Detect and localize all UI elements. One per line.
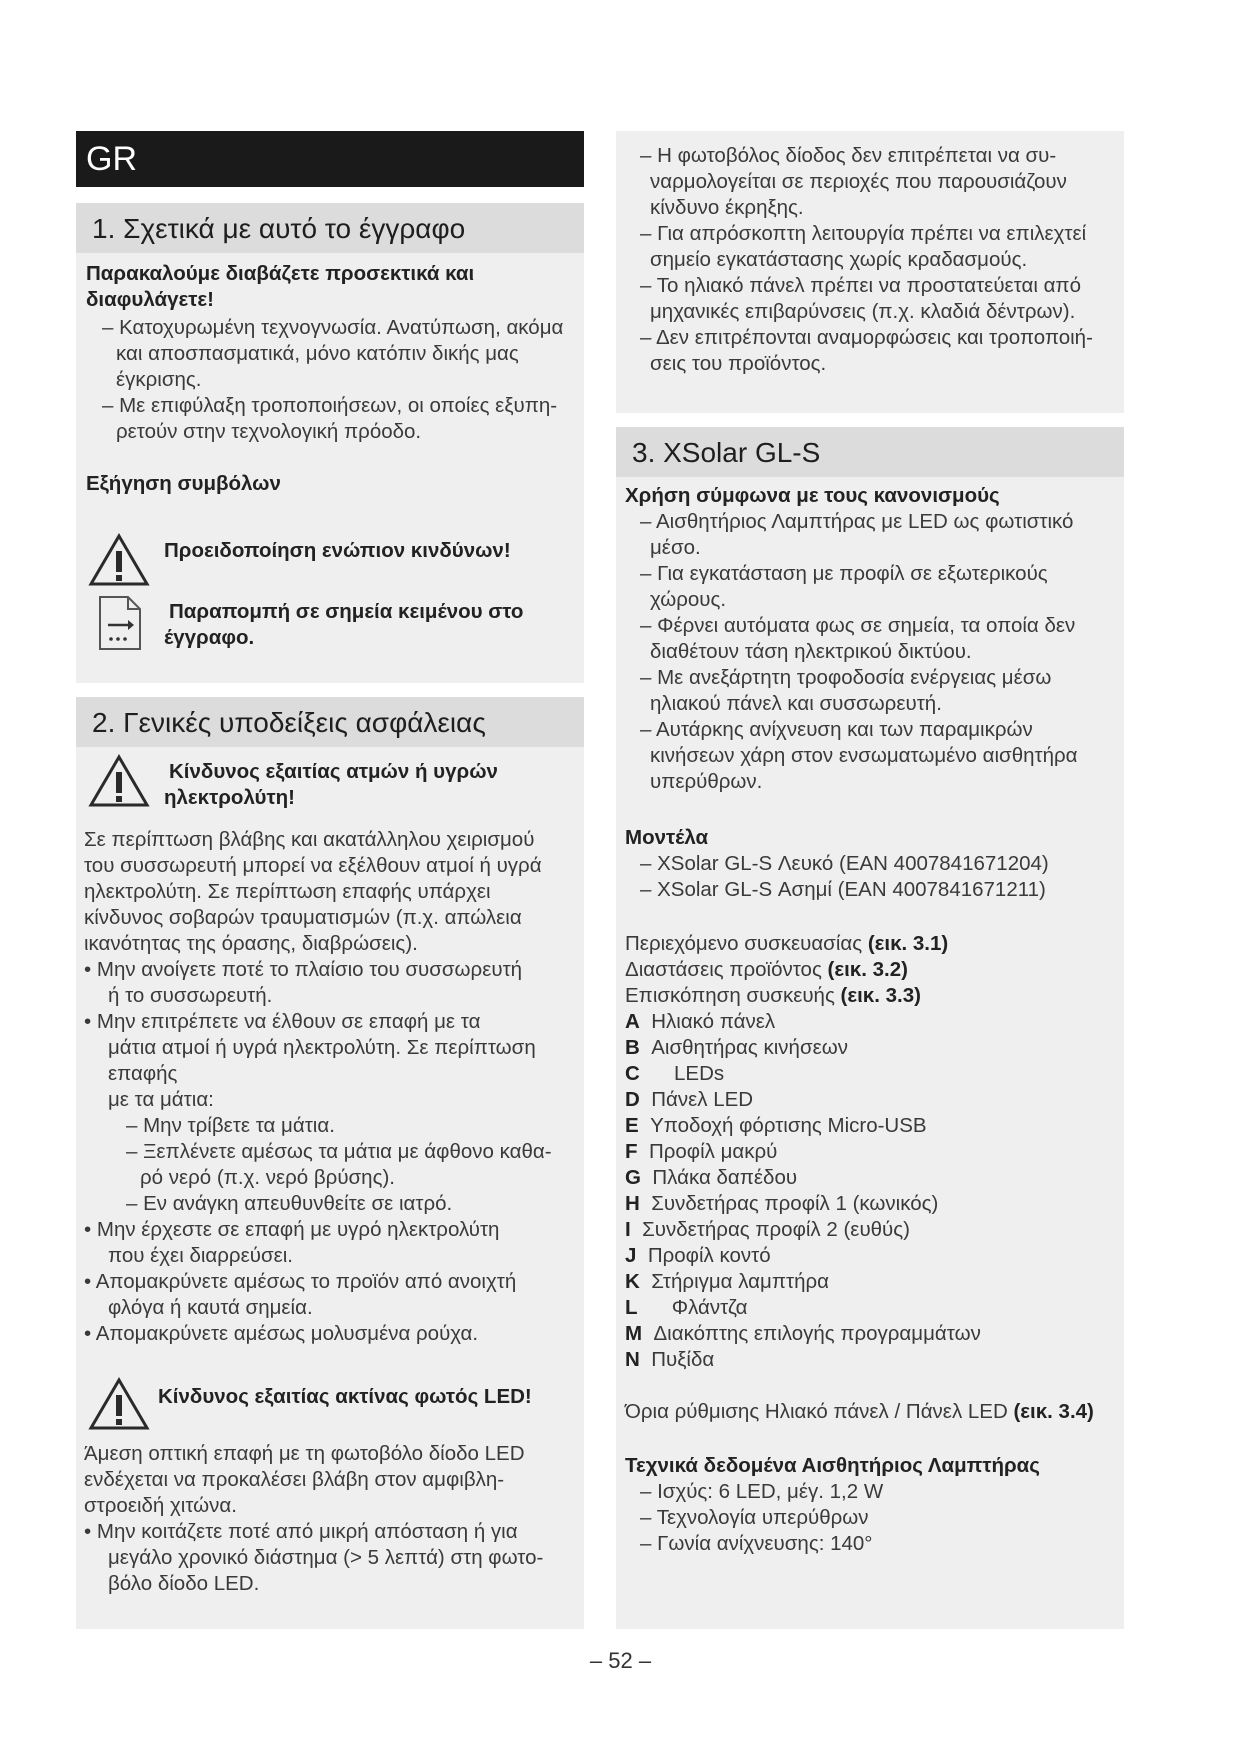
part-key: D — [625, 1088, 640, 1111]
s1-line-1: – Κατοχυρωμένη τεχνογνωσία. Ανατύπωση, ακόμα — [102, 316, 564, 339]
part-label: Ηλιακό πάνελ — [651, 1010, 776, 1033]
s2-led-bullet-c: βόλο δίοδο LED. — [108, 1572, 260, 1595]
models-heading: Μοντέλα — [625, 826, 709, 849]
s2-bullet-5: • Απομακρύνετε αμέσως μολυσμένα ρούχα. — [84, 1322, 479, 1345]
part-item — [625, 1165, 797, 1191]
page-number: – 52 – — [589, 1648, 652, 1673]
part-item — [625, 1087, 753, 1113]
language-label: GR — [76, 131, 584, 187]
section-1-box — [76, 203, 584, 683]
s1-lead-1: Παρακαλούμε διαβάζετε προσεκτικά και — [86, 262, 475, 285]
part-key: J — [625, 1244, 637, 1267]
tech-power: – Ισχύς: 6 LED, μέγ. 1,2 W — [640, 1480, 884, 1503]
use-2a: – Για εγκατάσταση με προφίλ σε εξωτερικούς — [640, 562, 1048, 585]
part-key: L — [625, 1296, 638, 1319]
part-item — [625, 1243, 771, 1269]
electrolyte-warning-1: Κίνδυνος εξαιτίας ατμών ή υγρών — [169, 760, 498, 783]
s2-para-2: του συσσωρευτή μπορεί να εξέλθουν ατμοί ή υγρά — [84, 854, 542, 877]
r1-line-c2: μηχανικές επιβαρύνσεις (π.χ. κλαδιά δέντρων). — [650, 300, 1076, 323]
document-reference-icon — [98, 595, 142, 651]
tech-infrared: – Τεχνολογία υπερύθρων — [640, 1506, 869, 1529]
s2-para-1: Σε περίπτωση βλάβης και ακατάλληλου χειρισμού — [84, 828, 535, 851]
warning-triangle-icon — [88, 533, 150, 587]
section-2-continued-box — [616, 131, 1124, 413]
figure-ref-3-4 — [625, 1399, 1094, 1425]
use-5c: υπερύθρων. — [650, 770, 763, 793]
s2-bullet-2b: μάτια ατμοί ή υγρά ηλεκτρολύτη. Σε περίπτωση — [108, 1036, 536, 1059]
part-label: Πάνελ LED — [651, 1088, 754, 1111]
overview-label: Επισκόπηση συσκευής — [625, 984, 835, 1007]
section-3-title: 3. XSolar GL-S — [616, 427, 1124, 477]
part-item — [625, 1009, 775, 1035]
s1-line-2: και αποσπασματικά, μόνο κατόπιν δικής μας — [116, 342, 519, 365]
s2-led-para-1: Άμεση οπτική επαφή με τη φωτοβόλο δίοδο LED — [84, 1442, 525, 1465]
use-5b: κινήσεων χάρη στον ενσωματωμένο αισθητήρα — [650, 744, 1078, 767]
part-label: Φλάντζα — [671, 1296, 748, 1319]
s2-para-4: κίνδυνος σοβαρών τραυματισμών (π.χ. απώλεια — [84, 906, 522, 929]
part-key: A — [625, 1010, 640, 1033]
s2-led-para-2: ενδέχεται να προκαλέσει βλάβη στον αμφιβλη- — [84, 1468, 505, 1491]
s2-sub-1: – Μην τρίβετε τα μάτια. — [126, 1114, 335, 1137]
s2-bullet-4a: • Απομακρύνετε αμέσως το προϊόν από ανοιχτή — [84, 1270, 517, 1293]
part-item — [625, 1269, 829, 1295]
part-key: C — [625, 1062, 640, 1085]
s2-bullet-2a: • Μην επιτρέπετε να έλθουν σε επαφή με τα — [84, 1010, 481, 1033]
s2-sub-2b: ρό νερό (π.χ. νερό βρύσης). — [140, 1166, 395, 1189]
s2-bullet-1b: ή το συσσωρευτή. — [108, 984, 273, 1007]
section-3-box — [616, 427, 1124, 1629]
part-label: Αισθητήρας κινήσεων — [651, 1036, 848, 1059]
r1-line-a3: κίνδυνο έκρηξης. — [650, 196, 804, 219]
part-label: Διακόπτης επιλογής προγραμμάτων — [653, 1322, 981, 1345]
part-label: Πυξίδα — [651, 1348, 715, 1371]
model-white: – XSolar GL-S Λευκό (EAN 4007841671204) — [640, 852, 1049, 875]
figure-3-3: (εικ. 3.3) — [840, 984, 921, 1007]
tech-angle: – Γωνία ανίχνευσης: 140° — [640, 1532, 873, 1555]
figure-3-2: (εικ. 3.2) — [827, 958, 908, 981]
s2-para-3: ηλεκτρολύτη. Σε περίπτωση επαφής υπάρχει — [84, 880, 491, 903]
use-1a: – Αισθητήριος Λαμπτήρας με LED ως φωτιστικό — [640, 510, 1074, 533]
reference-symbol-text-2: έγγραφο. — [164, 626, 255, 649]
s2-bullet-2d: με τα μάτια: — [108, 1088, 214, 1111]
r1-line-d1: – Δεν επιτρέπονται αναμορφώσεις και τροποποιή- — [640, 326, 1093, 349]
part-label: Προφίλ κοντό — [647, 1244, 771, 1267]
s2-led-bullet-a: • Μην κοιτάζετε ποτέ από μικρή απόσταση ή για — [84, 1520, 518, 1543]
part-key: F — [625, 1140, 638, 1163]
figure-3-4: (εικ. 3.4) — [1013, 1400, 1094, 1423]
figure-3-1: (εικ. 3.1) — [867, 932, 949, 955]
s2-bullet-4b: φλόγα ή καυτά σημεία. — [108, 1296, 313, 1319]
part-item — [625, 1035, 848, 1061]
part-key: I — [625, 1218, 631, 1241]
s2-sub-2a: – Ξεπλένετε αμέσως τα μάτια με άφθονο καθα- — [126, 1140, 552, 1163]
s2-led-para-3: στροειδή χιτώνα. — [84, 1494, 237, 1517]
r1-line-d2: σεις του προϊόντος. — [650, 352, 827, 375]
s2-bullet-3a: • Μην έρχεστε σε επαφή με υγρό ηλεκτρολύτη — [84, 1218, 500, 1241]
part-label: Συνδετήρας προφίλ 2 (ευθύς) — [642, 1218, 910, 1241]
part-key: N — [625, 1348, 640, 1371]
s1-line-4: – Με επιφύλαξη τροποποιήσεων, οι οποίες εξυπη- — [102, 394, 558, 417]
part-label: LEDs — [674, 1062, 725, 1085]
use-5a: – Αυτάρκης ανίχνευση και των παραμικρών — [640, 718, 1033, 741]
figure-ref-3-1 — [625, 931, 948, 957]
section-1-title: 1. Σχετικά με αυτό το έγγραφο — [76, 203, 584, 253]
part-label: Συνδετήρας προφίλ 1 (κωνικός) — [651, 1192, 939, 1215]
part-key: B — [625, 1036, 640, 1059]
led-warning: Κίνδυνος εξαιτίας ακτίνας φωτός LED! — [158, 1385, 532, 1408]
part-key: E — [625, 1114, 639, 1137]
part-item — [625, 1217, 910, 1243]
part-label: Πλάκα δαπέδου — [652, 1166, 798, 1189]
s1-line-5: ρετούν στην τεχνολογική πρόοδο. — [116, 420, 422, 443]
use-4a: – Με ανεξάρτητη τροφοδοσία ενέργειας μέσω — [640, 666, 1052, 689]
s1-lead-2: διαφυλάγετε! — [86, 288, 214, 311]
part-item — [625, 1295, 747, 1321]
part-item — [625, 1113, 927, 1139]
s2-bullet-2c: επαφής — [108, 1062, 178, 1085]
reference-symbol-text-1: Παραπομπή σε σημεία κειμένου στο — [169, 600, 524, 623]
part-key: G — [625, 1166, 641, 1189]
use-2b: χώρους. — [650, 588, 727, 611]
s2-para-5: ικανότητας της όρασης, διαβρώσεις). — [84, 932, 418, 955]
model-silver: – XSolar GL-S Ασημί (EAN 4007841671211) — [640, 878, 1046, 901]
electrolyte-warning-2: ηλεκτρολύτη! — [164, 786, 295, 809]
figure-ref-3-2 — [625, 957, 908, 983]
use-4b: ηλιακού πάνελ και συσσωρευτή. — [650, 692, 942, 715]
section-2-box — [76, 697, 584, 1629]
figure-ref-3-3 — [625, 983, 921, 1009]
part-item — [625, 1061, 724, 1087]
part-label: Στήριγμα λαμπτήρα — [651, 1270, 829, 1293]
part-key: M — [625, 1322, 643, 1345]
warning-symbol-text: Προειδοποίηση ενώπιον κινδύνων! — [164, 539, 511, 562]
adjustment-limits-label: Όρια ρύθμισης Ηλιακό πάνελ / Πάνελ LED — [625, 1400, 1008, 1423]
s2-sub-3: – Εν ανάγκη απευθυνθείτε σε ιατρό. — [126, 1192, 453, 1215]
s2-bullet-3b: που έχει διαρρεύσει. — [108, 1244, 293, 1267]
part-item — [625, 1347, 714, 1373]
use-1b: μέσο. — [650, 536, 701, 559]
use-3b: διαθέτουν τάση ηλεκτρικού δικτύου. — [650, 640, 972, 663]
part-item — [625, 1139, 777, 1165]
s2-led-bullet-b: μεγάλο χρονικό διάστημα (> 5 λεπτά) στη φωτο- — [108, 1546, 544, 1569]
r1-line-a2: ναρμολογείται σε περιοχές που παρουσιάζουν — [650, 170, 1067, 193]
dimensions-label: Διαστάσεις προϊόντος — [625, 958, 822, 981]
s2-bullet-1a: • Μην ανοίγετε ποτέ το πλαίσιο του συσσωρευτή — [84, 958, 523, 981]
part-label: Προφίλ μακρύ — [648, 1140, 778, 1163]
technical-data-heading: Τεχνικά δεδομένα Αισθητήριος Λαμπτήρας — [625, 1454, 1040, 1477]
warning-triangle-icon — [88, 754, 150, 808]
package-contents-label: Περιεχόμενο συσκευασίας — [625, 932, 863, 955]
warning-triangle-icon — [88, 1377, 150, 1431]
part-label: Υποδοχή φόρτισης Micro-USB — [650, 1114, 927, 1137]
use-3a: – Φέρνει αυτόματα φως σε σημεία, τα οποία δεν — [640, 614, 1076, 637]
r1-line-c1: – Το ηλιακό πάνελ πρέπει να προστατεύεται από — [640, 274, 1081, 297]
part-item — [625, 1191, 938, 1217]
part-key: K — [625, 1270, 640, 1293]
symbols-heading: Εξήγηση συμβόλων — [86, 472, 281, 495]
part-item — [625, 1321, 981, 1347]
intended-use-heading: Χρήση σύμφωνα με τους κανονισμούς — [625, 484, 1000, 507]
section-2-title: 2. Γενικές υποδείξεις ασφάλειας — [76, 697, 584, 747]
part-key: H — [625, 1192, 640, 1215]
r1-line-a1: – Η φωτοβόλος δίοδος δεν επιτρέπεται να συ- — [640, 144, 1057, 167]
r1-line-b1: – Για απρόσκοπτη λειτουργία πρέπει να επιλεχτεί — [640, 222, 1087, 245]
r1-line-b2: σημείο εγκατάστασης χωρίς κραδασμούς. — [650, 248, 1028, 271]
s1-line-3: έγκρισης. — [116, 368, 202, 391]
